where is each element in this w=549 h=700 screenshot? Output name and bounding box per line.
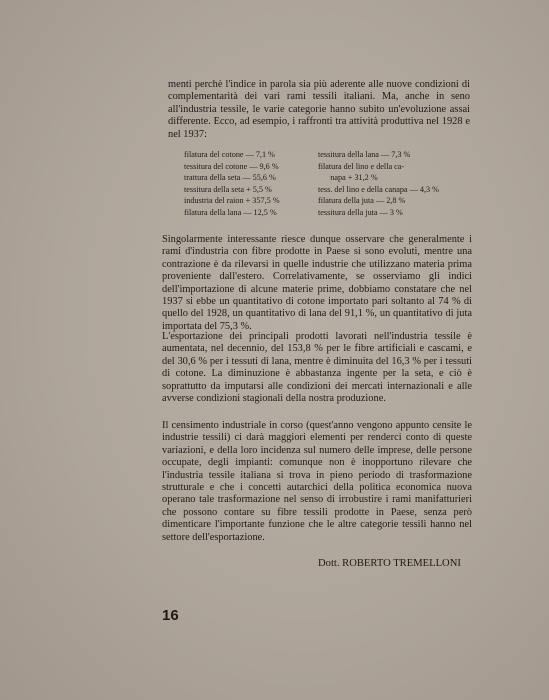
stat-line: filatura della juta — 2,8 % [318, 196, 406, 206]
stat-line: filatura del lino e della ca- [318, 161, 405, 171]
paragraph-text: L'esportazione dei principali prodotti lavorati nell'industria tessile è aumentata, nel decennio, del 153,8 % per le fibre artificiali e cascami, e del 30,6 % per i tessuti di lana, mentre è diminuita del 16,3 % per i tessuti di cotone. La diminuzione è abbastanza ingente per la seta, e ciò è soprattutto da imputarsi alle condizioni dei mercati internazionali e alle avverse condizioni stagionali della nostra produzione. [162, 331, 472, 405]
author-signature: Dott. ROBERTO TREMELLONI [318, 558, 461, 569]
stat-line: filatura del cotone — 7,1 % [184, 150, 275, 159]
stat-line: tessitura del cotone — 9,6 % [184, 161, 279, 171]
stat-line: tessitura della juta — 3 % [318, 207, 403, 217]
paragraph-text: Il censimento industriale in corso (quest'anno vengono appunto censite le industrie tessili) ci darà maggiori elementi per renderci conto di queste variazioni, e della loro incidenza sul numero delle imprese, delle persone occupate, degli impianti: comunque non è inopportuno rilevare che l'industria tessile italiana si trova in pieno periodo di trasformazione strutturale e che i concetti autarchici della politica economica nuova operano tale trasformazione nel senso di irrobustire i rami manifatturieri che possono contare su fibre tessili prodotte in Paese, senza però dimenticare l'importante funzione che le altre categorie tessili hanno nel settore dell'esportazione. [162, 420, 472, 543]
stat-line: napa + 31,2 % [318, 173, 378, 183]
stat-line: trattura della seta — 55,6 % [184, 173, 276, 183]
paragraph-imports [162, 234, 472, 333]
intro-text: menti perchè l'indice in parola sia più aderente alle nuove condizioni di complementarità dei vari rami tessili italiani. Ma, anche in seno all'industria tessile, le varie categorie hanno subito un'evoluzione assai differente. Ecco, ad esempio, i raffronti tra attività produttiva nel 1928 e nel 1937: [168, 79, 470, 140]
stat-line: filatura della lana — 12,5 % [184, 207, 277, 217]
paragraph-exports [162, 331, 472, 405]
stat-line: industria del raion + 357,5 % [184, 196, 280, 206]
paragraph-text: Singolarmente interessante riesce dunque osservare che generalmente i rami d'industria con fibre prodotte in Paese si sono evoluti, mentre una contrazione è da rilevarsi in quelle industrie che utilizzano materia prima proveniente dall'estero. Correlativamente, se osserviamo gli indici dell'importazione di alcune materie prime, dobbiamo constatare che nel 1937 si ebbe un quantitativo di cotone importato pari soltanto al 74 % di quello del 1928, un quantitativo di lana del 91,1 %, un quantitativo di juta importata del 75,3 %. [162, 234, 472, 332]
stats-list-left [184, 149, 314, 219]
stat-line: tessitura della lana — 7,3 % [318, 150, 411, 159]
stat-line: tess. del lino e della canapa — 4,3 % [318, 184, 439, 194]
stats-list-right [318, 149, 468, 219]
intro-paragraph [168, 79, 470, 141]
stat-line: tessitura della seta + 5,5 % [184, 184, 272, 194]
paragraph-census [162, 420, 472, 544]
page-number: 16 [162, 607, 179, 624]
